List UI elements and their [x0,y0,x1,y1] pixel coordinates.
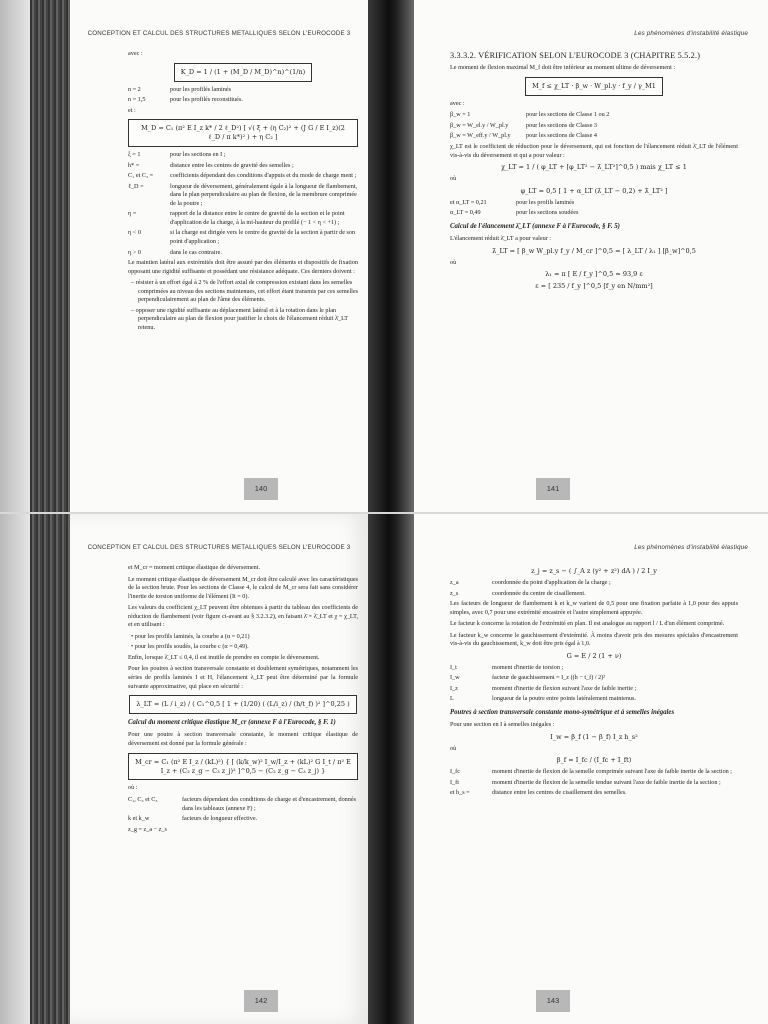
formula-chi: χ_LT = 1 / ( φ_LT + [φ_LT² − λ̄_LT²]^0,5 ) mais χ_LT ≤ 1 [501,163,687,172]
def-row [128,172,358,181]
def-value: pour les profilés reconstitués. [170,96,243,104]
def-row [450,199,738,208]
formula-lambda-lt: λ_LT = (L / i_z) / ( C₁^0,5 [ 1 + (1/20) ( (L/i_z) / (h/t_f) )² ]^0,25 ) [129,695,356,714]
def-key: I_w [450,674,460,682]
page-body [128,50,358,334]
bullet-text: résister à un effort égal à 2 % de l'effort axial de compression existant dans les semelles comprimées au niveau des sections maintenues, cet effort étant transmis par ces semelles perpendiculairement au plan de l'âme des éléments. [135,279,358,304]
def-key: ℓ_D = [128,182,144,190]
formula-lambda: λ̄_LT = [ β_w W_pl.y f_y / M_cr ]^0,5 = [ λ_LT / λ₁ ] [β_w]^0,5 [492,246,696,255]
formula-mf: M_f ≤ χ_LT · β_w · W_pl.y · f_y / γ_M1 [525,77,663,96]
def-key: I_ft [450,778,459,786]
page-right-143 [414,514,768,1024]
def-key: et h_s = [450,789,470,797]
def-key: ξ = 1 [128,151,141,159]
subsection-title: Poutres à section transversale constante mono-symétrique et à semelles inégales [450,708,675,716]
def-row [450,111,738,120]
def-key: h* = [128,161,140,169]
def-value: coefficients dépendant des conditions d'appuis et du mode de charge ment ; [170,172,357,180]
def-key: C₁, C₂ et C₃ [128,796,158,804]
def-value: pour les profilés laminés [170,85,232,93]
book-edge [0,514,30,1024]
def-key: z_g = z_a − z_s [128,825,167,833]
def-key: I_z [450,684,458,692]
def-row [450,664,738,673]
bullet-item: – opposer une rigidité suffisante au déplacement latéral et à la rotation dans le plan perpendiculaire au plan de flexion pour justifier le choix de l'élancement réduit λ̄_LT retenu. [131,306,348,331]
formula-iw: I_w = β_f (1 − β_f) I_z h_s² [550,732,638,741]
def-value: pour les sections de Classe 3 [526,121,597,129]
text-avec: avec : [128,50,143,57]
running-header: Les phénomènes d'instabilité élastique [634,544,748,551]
paragraph: Le maintien latéral aux extrémités doit être assuré par des éléments et dispositifs de fixation opposant une rigidité suffisante et possédant une résistance adéquate. Ces derniers doivent : [128,259,358,275]
subsection-title: Calcul du moment critique élastique M_cr (annexe F à l'Eurocode, § F. 1) [128,719,336,727]
def-value: rapport de la distance entre le centre de gravité de la section et le point d'application de la charge, à la mi-hauteur du profilé (− 1 < η < +1) ; [170,210,345,226]
paragraph: χ_LT est le coefficient de réduction pour le déversement, qui est fonction de l'élancement réduit λ̄_LT de l'élément vis-à-vis du déversement et qui a pour valeur : [450,143,738,159]
def-row [450,122,738,131]
bullet-text: opposer une rigidité suffisante au déplacement latéral et à la rotation dans le plan perpendiculaire au plan de flexion pour justifier le choix de l'élancement réduit λ̄_LT retenu. [135,306,348,331]
def-row [450,674,738,683]
paragraph: Le moment de flexion maximal M_f doit être inférieur au moment ultime de déversement : [450,64,676,72]
paragraph: Le moment critique élastique de déversement M_cr doit être calculé avec les caractéristiques de la section brute. Pour les sections de Classe 4, le calcul de M_cr sera fait sans considérer l'inertie de torsion uniforme de l'élément (It = 0). [128,575,358,600]
def-key: n = 1,5 [128,96,146,104]
def-key: β_w = W_el.y / W_pl.y [450,121,509,129]
book-edge [0,0,30,512]
def-value: distance entre les centres de gravité des semelles ; [170,161,294,169]
def-row [128,151,358,160]
def-row [128,183,358,209]
def-value: coordonnée du centre de cisaillement. [492,589,586,597]
page-left-142 [70,514,368,1024]
def-key: I_t [450,663,457,671]
def-row [450,209,738,218]
formula-zj: z_j = z_s − ( ∫_A z (y² + z²) dA ) / 2 I_y [531,567,657,575]
def-key: et α_LT = 0,21 [450,198,487,206]
running-header: CONCEPTION ET CALCUL DES STRUCTURES METALLIQUES SELON L'EUROCODE 3 [87,30,351,37]
paragraph: Pour une section en I à semelles inégales : [450,721,555,729]
def-key: β_w = 1 [450,111,471,119]
def-key: k et k_w [128,815,150,823]
book-gutter [368,514,414,1024]
text-ou: où [450,258,457,266]
def-key: z_a [450,578,459,586]
def-value [182,826,358,835]
def-key: I_fc [450,768,460,776]
def-value: moment d'inertie de flexion de la semelle tendue suivant l'axe de faible inertie de la section ; [492,778,721,786]
paragraph: et M_cr = moment critique élastique de déversement. [128,564,261,571]
def-value: facteurs de longueur effective. [182,815,258,823]
def-row [450,789,738,798]
def-row [450,590,738,599]
page-number: 141 [536,478,570,500]
def-value: coordonnée du point d'application de la charge ; [492,578,611,586]
scan-spread-bottom [0,512,768,1024]
page-body [450,564,738,800]
def-row [128,796,358,813]
paragraph: Les valeurs du coefficient χ_LT peuvent être obtenues à partir du tableau des coefficients de réduction de flambement (voir figure ci-avant au § 3.2.3.2), en faisant λ̄ = λ̄_LT et χ = χ_LT, et en utilisant : [128,604,358,629]
def-row [450,685,738,694]
def-row [450,579,738,588]
def-key: n = 2 [128,85,141,93]
page-number: 143 [536,990,570,1012]
def-key: α_LT = 0,49 [450,209,481,217]
def-value: longueur de la poutre entre points latéralement maintenus. [492,695,636,703]
def-row [450,132,738,141]
page-edges [30,514,70,1024]
bullet-text: pour les profils soudés, la courbe c (α = 0,49). [134,643,249,651]
def-value: pour les sections de Classe 1 ou 2 [526,111,610,119]
def-value: pour les sections soudées [516,209,579,217]
text-ou: où : [128,784,138,792]
paragraph: L'élancement réduit λ̄_LT a pour valeur : [450,235,552,243]
formula-beta-f: β_f = I_fc / (I_fc + I_ft) [556,756,632,765]
def-key: z_s [450,589,459,597]
def-row [128,162,358,171]
def-key: β_w = W_eff.y / W_pl.y [450,132,511,140]
def-value: pour les sections en I ; [170,151,226,159]
paragraph: Le facteur k concerne la rotation de l'extrémité en plan. Il est analogue au rapport l / L d'un élément comprimé. [450,620,725,628]
def-key: L [450,695,454,703]
bullet-item: • pour les profils soudés, la courbe c (α = 0,49). [131,643,249,651]
def-value: pour les profils laminés [516,198,575,206]
paragraph: Enfin, lorsque λ̄_LT ≤ 0,4, il est inutile de prendre en compte le déversement. [128,653,320,661]
formula-mcr: M_cr = C₁ (π² E I_z / (kL)²) { [ (k/k_w)² I_w/I_z + (kL)² G I_t / π² E I_z + (C₂ z_g − C₃ z_j)² ]^0,5 − (C₂ z_g − C₃ z_j) } [128,753,358,781]
def-row [450,768,738,777]
formula-epsilon: ε = [ 235 / f_y ]^0,5 [f_y en N/mm²] [535,282,653,291]
def-value: facteurs dépendant des conditions de charge et d'encastrement, donnés dans les tableaux (annexe F) ; [182,796,357,812]
paragraph: Les facteurs de longueur de flambement k et k_w varient de 0,5 pour une fixation parfaite à 1,0 pour des appuis simples, avec 0,7 pour une extrémité encastrée et l'autre simplement appuyée. [450,600,738,616]
text-et: et : [128,106,136,114]
def-key: η < 0 [128,229,141,237]
formula-kd: K_D = 1 / (1 + (M_D / M_D)^n)^(1/n) [174,63,312,82]
def-row [128,229,358,246]
running-header: Les phénomènes d'instabilité élastique [634,30,748,37]
text-avec: avec : [450,99,465,107]
def-value: facteur de gauchissement = I_z ((h − t_f) / 2)² [492,674,606,682]
page-number: 140 [244,478,278,500]
text-ou: où [450,175,457,183]
formula-g: G = E / 2 (1 + ν) [566,651,622,660]
def-row [450,695,738,704]
paragraph: Le facteur k_w concerne le gauchissement d'extrémité. À moins d'avoir pris des mesures spéciales d'encastrement vis-à-vis du gauchissement, k_w doit être pris égal à 1,0. [450,631,738,648]
bullet-item: • pour les profils laminés, la courbe a (α = 0,21) [131,632,250,640]
def-value: pour les sections de Classe 4 [526,132,597,140]
page-left-140 [70,0,368,512]
page-number: 142 [244,990,278,1012]
def-value: dans le cas contraire. [170,248,222,256]
def-row [128,815,358,824]
def-value: longueur de déversement, généralement égale à la longueur de flambement, dans le plan perpendiculaire au plan de flexion, de la membrure comprimée de la poutre ; [170,182,358,207]
def-row [450,779,738,788]
def-row [128,210,358,227]
def-value: distance entre les centres de cisaillement des semelles. [492,789,627,797]
def-key: η > 0 [128,248,141,256]
bullet-text: pour les profils laminés, la courbe a (α = 0,21) [134,632,250,640]
def-row [128,86,358,95]
text-ou: où [450,744,457,752]
section-title: 3.3.3.2. VÉRIFICATION SELON L'EUROCODE 3 (CHAPITRE 5.5.2.) [450,51,701,60]
def-row [128,249,358,258]
def-row [128,96,358,105]
page-edges [30,0,70,512]
subsection-title: Calcul de l'élancement λ̄_LT (annexe F à l'Eurocode, § F. 5) [450,222,620,230]
book-gutter [368,0,414,512]
page-right-141 [414,0,768,512]
paragraph: Pour une poutre à section transversale constante, le moment critique élastique de déversement est donné par la formule générale : [128,731,358,747]
def-row [128,826,358,835]
bullet-item: – résister à un effort égal à 2 % de l'effort axial de compression existant dans les semelles comprimées au niveau des sections maintenues, cet effort étant transmis par ces semelles perpendiculairement au plan de l'âme des éléments. [131,279,358,304]
formula-phi: φ_LT = 0,5 [ 1 + α_LT (λ̄_LT − 0,2) + λ̄_LT² ] [520,186,668,195]
def-value: moment d'inertie de torsion ; [492,663,564,671]
formula-lambda1: λ₁ = π [ E / f_y ]^0,5 = 93,9 ε [545,270,643,279]
running-header: CONCEPTION ET CALCUL DES STRUCTURES METALLIQUES SELON L'EUROCODE 3 [87,544,351,551]
def-value: moment d'inertie de flexion de la semelle comprimée suivant l'axe de faible inertie de la section ; [492,768,733,776]
page-body [128,564,358,836]
def-value: moment d'inertie de flexion suivant l'axe de faible inertie ; [492,684,637,692]
def-key: η = [128,210,137,218]
def-key: C₁ et C₂ = [128,172,154,180]
formula-md: M_D = C₁ (π² E I_z k* / 2 ℓ_D²) [ √( ξ + (η C₂)² + (J G / E I_z)(2 ℓ_D / π k*)² ) + η C₂ ] [128,119,358,147]
def-value: si la charge est dirigée vers le centre de gravité de la section à partir de son point d'application ; [170,229,356,246]
page-body [450,50,738,294]
paragraph: Pour les poutres à section transversale constante et doublement symétriques, notamment les séries de profils laminés I et H, l'élancement λ_LT peut être déterminé par la formule suivante approximative, qui place en sécurité : [128,665,358,690]
